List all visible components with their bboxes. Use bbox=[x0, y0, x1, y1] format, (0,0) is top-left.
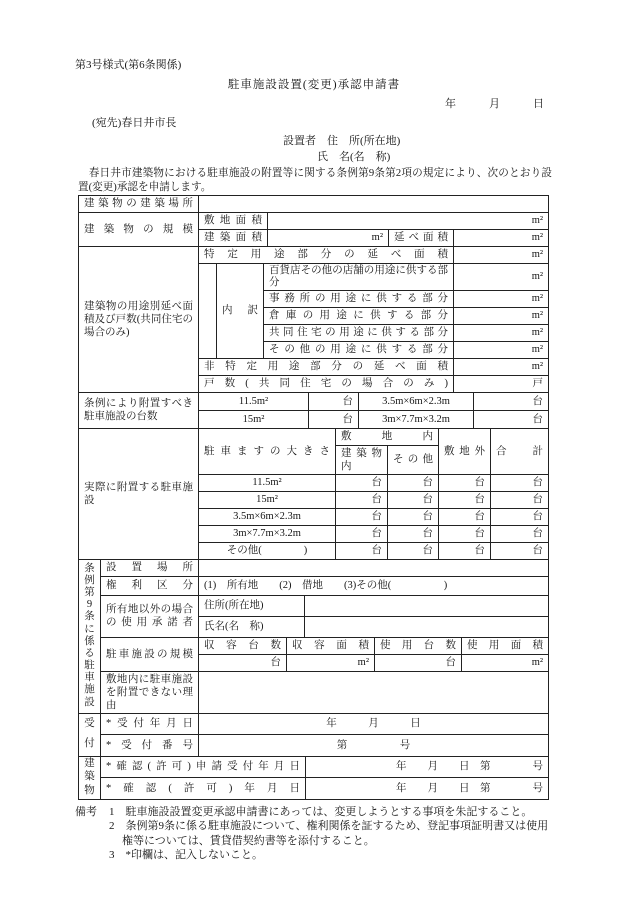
note-item: 3 *印欄は、記入しないこと。 bbox=[109, 849, 263, 862]
stall-size: 15m² bbox=[199, 410, 309, 428]
count-total: 台 bbox=[491, 525, 549, 542]
count-other: 台 bbox=[388, 525, 439, 542]
rights-options: (1) 所有地 (2) 借地 (3)その他( ) bbox=[199, 576, 549, 595]
reception-number-label: *受付番号 bbox=[101, 735, 199, 757]
capacity-area-value: m² bbox=[287, 654, 375, 671]
count-off-site: 台 bbox=[439, 508, 491, 525]
capacity-area-header: 収容面積 bbox=[287, 637, 375, 654]
note-item: 2 条例第9条に係る駐車施設について、権利関係を証するため、登記事項証明書又は使用権等については、賃貸借契約書等を添付すること。 bbox=[109, 820, 549, 847]
floor-area-value: m² bbox=[454, 229, 549, 246]
count-in-building: 台 bbox=[336, 542, 388, 559]
date-line: 年 月 日 bbox=[445, 98, 544, 110]
count-other: 台 bbox=[388, 474, 439, 491]
rights-label: 権利区分 bbox=[101, 576, 199, 595]
on-site-header: 敷地内 bbox=[336, 428, 439, 445]
actual-parking-label: 実際に附置する駐車施設 bbox=[79, 428, 199, 559]
reception-number-value: 第 号 bbox=[199, 735, 549, 757]
building-scale-label: 建築物の規模 bbox=[79, 212, 199, 246]
stall-size: 3m×7.7m×3.2m bbox=[359, 410, 474, 428]
article9-side-label bbox=[79, 559, 101, 713]
specified-use-value: m² bbox=[454, 246, 549, 263]
building-site-value bbox=[199, 195, 549, 212]
section-article9-parking bbox=[78, 559, 549, 714]
notes-label: 備考 bbox=[75, 805, 97, 818]
count-in-building: 台 bbox=[336, 491, 388, 508]
reception-side-label bbox=[79, 713, 101, 756]
addressee: (宛先)春日井市長 bbox=[92, 117, 177, 129]
capacity-count-header: 収容台数 bbox=[199, 637, 287, 654]
notes-block bbox=[75, 805, 553, 863]
consent-address-label: 住所(所在地) bbox=[199, 595, 305, 616]
use-item-value: m² bbox=[454, 324, 549, 341]
count-total: 台 bbox=[491, 474, 549, 491]
parking-scale-label: 駐車施設の規模 bbox=[101, 637, 199, 671]
reason-label: 敷地内に駐車施設を附置できない理由 bbox=[101, 671, 199, 713]
notes-items bbox=[109, 805, 553, 863]
stall-size: 3.5m×6m×2.3m bbox=[359, 392, 474, 410]
location-label: 設置場所 bbox=[101, 559, 199, 576]
household-count-value: 戸 bbox=[454, 375, 549, 392]
confirm-application-value: 年 月 日 第 号 bbox=[306, 756, 549, 778]
site-area-value: m² bbox=[268, 212, 549, 229]
building-confirm-side-label-text: 建 築 物 bbox=[84, 757, 95, 796]
page-title: 駐車施設設置(変更)承認申請書 bbox=[227, 79, 401, 91]
use-count-value: 台 bbox=[375, 654, 462, 671]
use-count-header: 使用台数 bbox=[375, 637, 462, 654]
use-item-label: 百貨店その他の店舗の用途に供する部分 bbox=[264, 263, 454, 290]
building-area-label: 建築面積 bbox=[199, 229, 268, 246]
stall-size: 15m² bbox=[199, 491, 336, 508]
use-item-value: m² bbox=[454, 341, 549, 358]
site-area-label: 敷地面積 bbox=[199, 212, 268, 229]
floor-area-label: 延べ面積 bbox=[389, 229, 454, 246]
use-item-label: 共同住宅の用途に供する部分 bbox=[264, 324, 454, 341]
stall-count: 台 bbox=[474, 410, 549, 428]
building-site-label: 建築物の建築場所 bbox=[79, 195, 199, 212]
note-item: 1 駐車施設設置変更承認申請書にあっては、変更しようとする事項を朱記すること。 bbox=[109, 805, 533, 818]
stall-size: 11.5m² bbox=[199, 474, 336, 491]
consent-address-value bbox=[305, 595, 549, 616]
reception-side-label-text: 受 付 bbox=[84, 718, 95, 750]
use-item-label: 倉庫の用途に供する部分 bbox=[264, 307, 454, 324]
section-actual-parking bbox=[78, 428, 549, 560]
count-total: 台 bbox=[491, 491, 549, 508]
consent-name-value bbox=[305, 616, 549, 637]
use-area-header: 使用面積 bbox=[462, 637, 549, 654]
section-required-parking bbox=[78, 392, 549, 429]
use-item-value: m² bbox=[454, 307, 549, 324]
floor-by-use-label: 建築物の用途別延べ面積及び戸数(共同住宅の場合のみ) bbox=[79, 246, 199, 392]
stall-count: 台 bbox=[474, 392, 549, 410]
count-total: 台 bbox=[491, 542, 549, 559]
stall-size: 11.5m² bbox=[199, 392, 309, 410]
count-total: 台 bbox=[491, 508, 549, 525]
off-site-header: 敷地外 bbox=[439, 428, 491, 474]
use-area-value: m² bbox=[462, 654, 549, 671]
section-building-scale bbox=[78, 212, 549, 247]
count-other: 台 bbox=[388, 491, 439, 508]
section-floor-by-use bbox=[78, 246, 549, 393]
stall-size: 3m×7.7m×3.2m bbox=[199, 525, 336, 542]
section-building-confirm bbox=[78, 756, 549, 800]
use-item-label: その他の用途に供する部分 bbox=[264, 341, 454, 358]
intro-paragraph: 春日井市建築物における駐車施設の附置等に関する条例第9条第2項の規定により、次のとおり設置(変更)承認を申請します。 bbox=[78, 168, 552, 193]
article9-side-label-text: 条 例 第 9 条 に 係 る 駐 車 施 設 bbox=[84, 562, 95, 708]
reason-value bbox=[199, 671, 549, 713]
required-parking-label: 条例により附置すべき駐車施設の台数 bbox=[79, 392, 199, 428]
stall-size-header: 駐車ますの大きさ bbox=[199, 428, 336, 474]
count-other: 台 bbox=[388, 508, 439, 525]
confirm-date-label: *確認(許可)年月日 bbox=[101, 778, 306, 800]
non-specified-label: 非特定用途部分の延べ面積 bbox=[199, 358, 454, 375]
in-building-header: 建築物内 bbox=[336, 445, 388, 474]
count-off-site: 台 bbox=[439, 491, 491, 508]
count-in-building: 台 bbox=[336, 474, 388, 491]
applicant-address-label: 設置者 住 所(所在地) bbox=[283, 135, 401, 147]
total-header: 合計 bbox=[491, 428, 549, 474]
breakdown-label: 内訳 bbox=[217, 263, 264, 358]
stall-count: 台 bbox=[309, 392, 359, 410]
consent-label: 所有地以外の場合の使用承諾者 bbox=[101, 595, 199, 637]
applicant-name-label: 氏 名(名 称) bbox=[317, 151, 391, 163]
building-area-value: m² bbox=[268, 229, 389, 246]
section-building-site bbox=[78, 195, 549, 213]
stall-count: 台 bbox=[309, 410, 359, 428]
non-specified-value: m² bbox=[454, 358, 549, 375]
count-off-site: 台 bbox=[439, 542, 491, 559]
confirm-date-value: 年 月 日 第 号 bbox=[306, 778, 549, 800]
use-item-value: m² bbox=[454, 290, 549, 307]
on-site-other-header: その他 bbox=[388, 445, 439, 474]
count-off-site: 台 bbox=[439, 474, 491, 491]
use-item-label: 事務所の用途に供する部分 bbox=[264, 290, 454, 307]
count-off-site: 台 bbox=[439, 525, 491, 542]
stall-size: 3.5m×6m×2.3m bbox=[199, 508, 336, 525]
building-confirm-side-label bbox=[79, 756, 101, 799]
location-value bbox=[199, 559, 549, 576]
confirm-application-label: *確認(許可)申請受付年月日 bbox=[101, 756, 306, 778]
count-in-building: 台 bbox=[336, 508, 388, 525]
reception-date-label: *受付年月日 bbox=[101, 713, 199, 735]
use-item-value: m² bbox=[454, 263, 549, 290]
stall-size: その他( ) bbox=[199, 542, 336, 559]
specified-use-label: 特定用途部分の延べ面積 bbox=[199, 246, 454, 263]
count-in-building: 台 bbox=[336, 525, 388, 542]
household-count-label: 戸数(共同住宅の場合のみ) bbox=[199, 375, 454, 392]
capacity-count-value: 台 bbox=[199, 654, 287, 671]
reception-date-value: 年 月 日 bbox=[199, 713, 549, 735]
form-number: 第3号様式(第6条関係) bbox=[75, 59, 182, 71]
count-other: 台 bbox=[388, 542, 439, 559]
breakdown-indent-cell bbox=[199, 263, 217, 358]
section-reception bbox=[78, 713, 549, 757]
consent-name-label: 氏名(名 称) bbox=[199, 616, 305, 637]
